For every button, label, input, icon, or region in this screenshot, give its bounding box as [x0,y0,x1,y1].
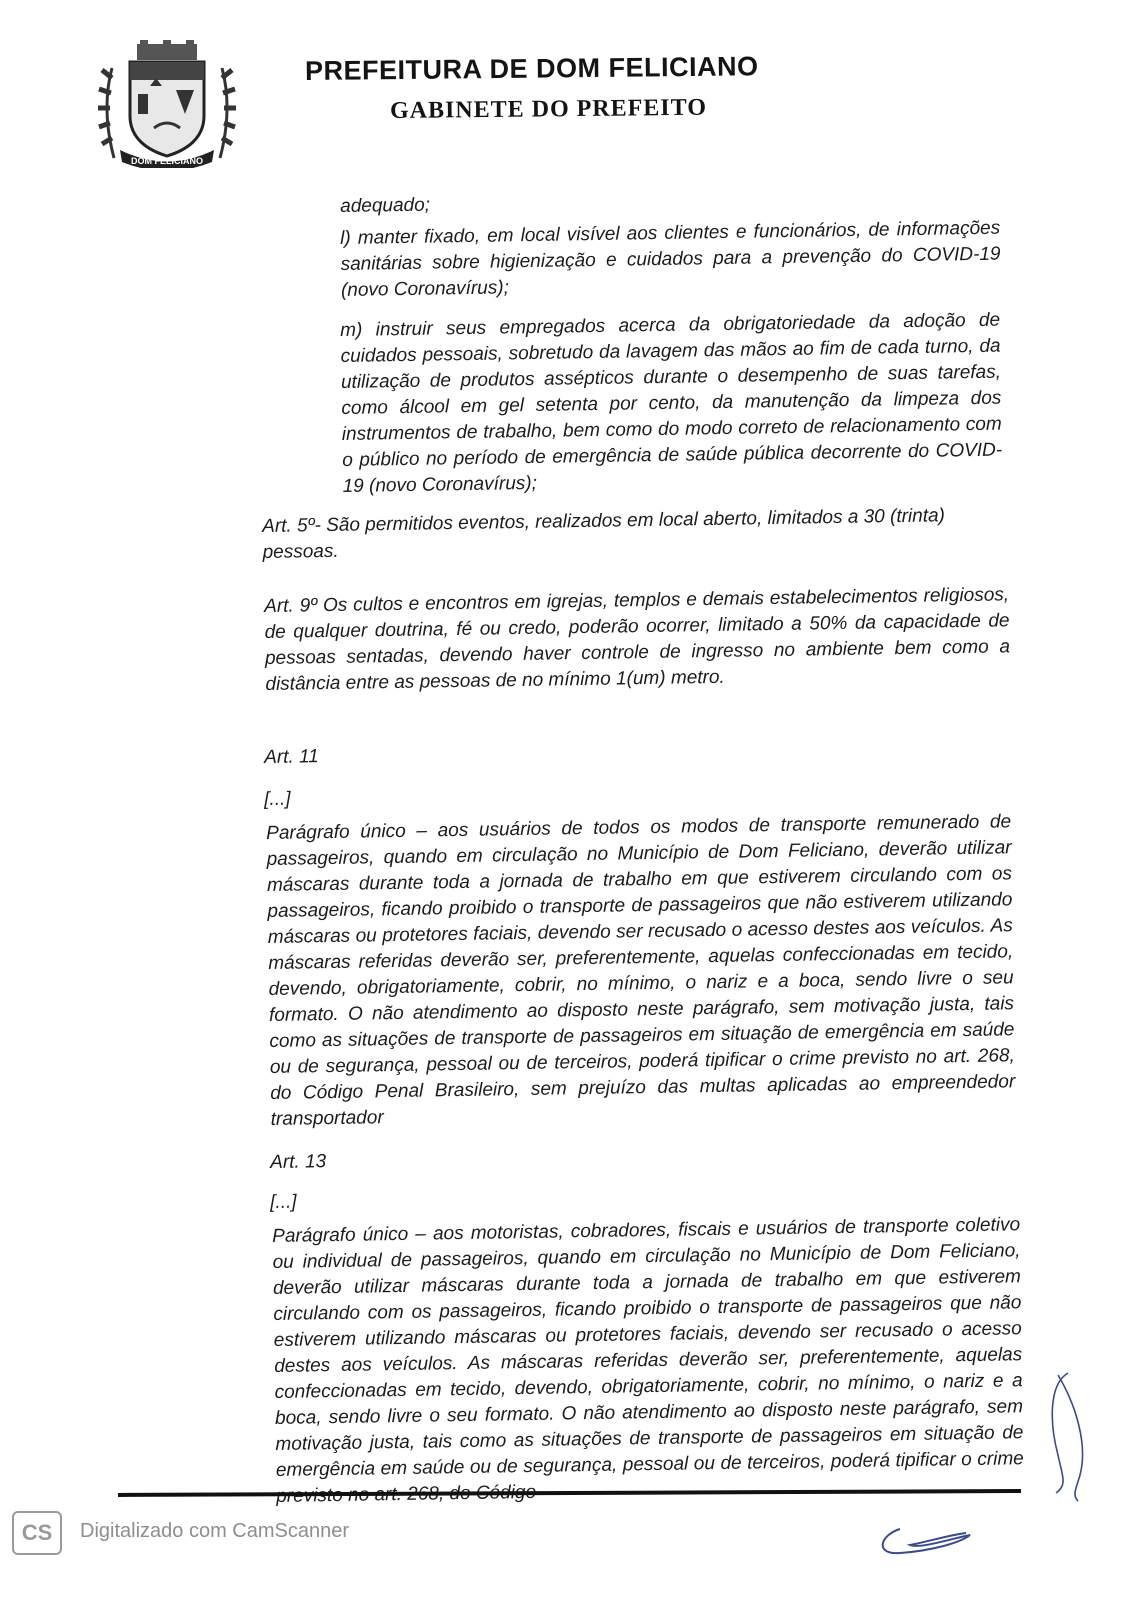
paragraph-art-13: Parágrafo único – aos motoristas, cobradores, fiscais e usuários de transporte coletivo ou individual de passageiros, quando em circulação no Município de Dom Feliciano, deverão utilizar máscaras durante toda a jornada de trabalho em que estiverem circulando com os passageiros, ficando proibido o transporte de passageiros que não estiverem utilizando máscaras ou protetores faciais, devendo ser recusado o acesso destes aos veículos. As máscaras referidas deverão ser, preferentemente, aquelas confeccionadas em tecido, devendo, obrigatoriamente, cobrir, no mínimo, o nariz e a boca, sendo livre o seu formato. O não atendimento ao disposto neste parágrafo, sem motivação justa, tais como as situações de transporte de passageiros em situação de emergência em saúde ou de segurança, pessoal ou de terceiros, poderá tipificar o crime [272,1214,1024,1481]
page-title: PREFEITURA DE DOM FELICIANO [304,51,759,86]
crest-ribbon-text: DOM FELICIANO [131,156,203,166]
paragraph-art-9: Art. 9º Os cultos e encontros em igrejas, templos e demais estabelecimentos religiosos, de qualquer doutrina, fé ou credo, poderão ocorrer, limitado a 50% da capacidade de pessoas sentadas, devendo haver controle de ingresso no ambiente bem como a distância entre as pessoas de no mínimo 1(um) metro. [264,584,1011,695]
municipal-crest-icon [92,38,242,168]
heading-art-13: Art. 13 [270,1151,327,1173]
paragraph-item-m: m) instruir seus empregados acerca da obrigatoriedade da adoção de cuidados pessoais, sobretudo da lavagem das mãos ao fim de cada turno, da utilização de produtos assépticos durante o desempenho de suas tarefas, como álcool em gel setenta por cento, da manutenção da limpeza dos instrumentos de trabalho, bem como do modo correto de relacionamento com o público no período de emergência de saúde pública decorrente do COVID-19 (novo Coronavírus); [340,309,1003,497]
camscanner-watermark: Digitalizado com CamScanner [80,1520,350,1542]
text-fragment-adequado: adequado; [340,194,431,217]
handwritten-initials-icon [1028,1365,1098,1505]
paragraph-art-5: Art. 5º- São permitidos eventos, realizados em local aberto, limitados a 30 (trinta) pessoas. [262,505,946,563]
heading-art-11: Art. 11 [264,746,319,768]
paragraph-art-11: Parágrafo único – aos usuários de todos os modos de transporte remunerado de passageiros, quando em circulação no Município de Dom Feliciano, deverão utilizar máscaras durante toda a jornada de trabalho em que estiverem circulando com os passageiros, ficando proibido o transporte de passageiros que não estiverem utilizando máscaras ou protetores faciais, devendo ser recusado o acesso destes aos veículos. As máscaras referidas deverão ser, preferentemente, aquelas confeccionadas em tecido, devendo, obrigatoriamente, cobrir, no mínimo, o nariz e a boca, sendo livre o seu formato. O não atendimento ao disposto neste parágrafo, sem motivação justa, tais como as situações de transporte de passageiros em situação de emergência em saúde ou de segurança, pessoal ou de terceiros, poderá tipificar o crime previsto no art. 268, do Código Penal Brasileiro, sem prejuízo das multas aplicadas ao empreendedor transportador [266,811,1016,1130]
paragraph-item-l: l) manter fixado, em local visível aos clientes e funcionários, de informações sanitárias sobre higienização e cuidados para a prevenção do COVID-19 (novo Coronavírus); [340,217,1001,301]
handwritten-signature-icon [870,1515,980,1565]
ellipsis-art-11: [...] [264,788,291,810]
page-subtitle: GABINETE DO PREFEITO [389,94,708,124]
ellipsis-art-13: [...] [270,1191,297,1213]
camscanner-logo-icon: CS [12,1511,62,1555]
